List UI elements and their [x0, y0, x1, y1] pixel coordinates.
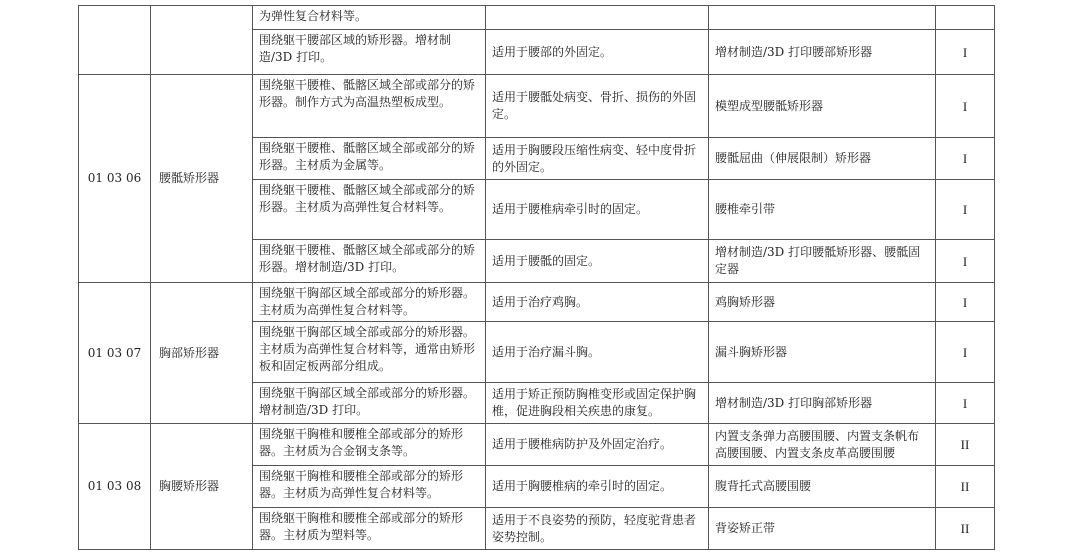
class-cell: I — [936, 180, 995, 240]
product-name-cell: 鸡胸矫形器 — [709, 283, 936, 322]
product-name-cell: 增材制造/3D 打印胸部矫形器 — [709, 383, 936, 424]
intended-use-cell: 适用于腰骶的固定。 — [486, 240, 709, 283]
description-cell: 围绕躯干腰椎、骶髂区域全部或部分的矫形器。增材制造/3D 打印。 — [253, 240, 486, 283]
product-name-cell: 漏斗胸矫形器 — [709, 322, 936, 383]
product-name-cell: 内置支条弹力高腰围腰、内置支条帆布高腰围腰、内置支条皮革高腰围腰 — [709, 424, 936, 466]
class-cell: I — [936, 75, 995, 138]
description-cell: 围绕躯干胸部区域全部或部分的矫形器。主材质为高弹性复合材料等，通常由矫形板和固定板两部分组成。 — [253, 322, 486, 383]
intended-use-cell: 适用于腰椎病牵引时的固定。 — [486, 180, 709, 240]
class-cell: II — [936, 424, 995, 466]
description-cell: 围绕躯干腰椎、骶髂区域全部或部分的矫形器。主材质为高弹性复合材料等。 — [253, 180, 486, 240]
description-cell: 围绕躯干胸椎和腰椎全部或部分的矫形器。主材质为塑料等。 — [253, 508, 486, 550]
intended-use-cell: 适用于治疗鸡胸。 — [486, 283, 709, 322]
intended-use-cell: 适用于腰部的外固定。 — [486, 30, 709, 75]
category-cell: 胸部矫形器 — [151, 283, 253, 424]
table-row — [79, 424, 995, 466]
table-row — [79, 283, 995, 322]
product-name-cell: 腹背托式高腰围腰 — [709, 466, 936, 508]
intended-use-cell: 适用于治疗漏斗胸。 — [486, 322, 709, 383]
description-cell: 为弹性复合材料等。 — [253, 6, 486, 30]
intended-use-cell: 适用于矫正预防胸椎变形或固定保护胸椎，促进胸段相关疾患的康复。 — [486, 383, 709, 424]
table-row — [79, 75, 995, 138]
description-cell: 围绕躯干胸部区域全部或部分的矫形器。主材质为高弹性复合材料等。 — [253, 283, 486, 322]
category-cell — [151, 6, 253, 75]
intended-use-cell: 适用于胸腰椎病的牵引时的固定。 — [486, 466, 709, 508]
class-cell: I — [936, 240, 995, 283]
table-row — [79, 6, 995, 30]
intended-use-cell: 适用于不良姿势的预防，轻度驼背患者姿势控制。 — [486, 508, 709, 550]
code-cell — [79, 6, 151, 75]
description-cell: 围绕躯干胸椎和腰椎全部或部分的矫形器。主材质为高弹性复合材料等。 — [253, 466, 486, 508]
class-cell: I — [936, 322, 995, 383]
description-cell: 围绕躯干腰部区域的矫形器。增材制造/3D 打印。 — [253, 30, 486, 75]
category-cell: 腰骶矫形器 — [151, 75, 253, 283]
intended-use-cell — [486, 6, 709, 30]
description-cell: 围绕躯干胸椎和腰椎全部或部分的矫形器。主材质为合金钢支条等。 — [253, 424, 486, 466]
product-name-cell: 增材制造/3D 打印腰骶矫形器、腰骶固定器 — [709, 240, 936, 283]
code-cell: 01 03 06 — [79, 75, 151, 283]
description-cell: 围绕躯干腰椎、骶髂区域全部或部分的矫形器。主材质为金属等。 — [253, 138, 486, 180]
category-cell: 胸腰矫形器 — [151, 424, 253, 550]
description-cell: 围绕躯干腰椎、骶髂区域全部或部分的矫形器。制作方式为高温热塑板成型。 — [253, 75, 486, 138]
product-name-cell: 背姿矫正带 — [709, 508, 936, 550]
product-name-cell: 腰椎牵引带 — [709, 180, 936, 240]
product-name-cell: 腰骶屈曲（伸展限制）矫形器 — [709, 138, 936, 180]
code-cell: 01 03 07 — [79, 283, 151, 424]
classification-table — [78, 5, 995, 550]
product-name-cell — [709, 6, 936, 30]
intended-use-cell: 适用于腰椎病防护及外固定治疗。 — [486, 424, 709, 466]
product-name-cell: 增材制造/3D 打印腰部矫形器 — [709, 30, 936, 75]
description-cell: 围绕躯干胸部区域全部或部分的矫形器。增材制造/3D 打印。 — [253, 383, 486, 424]
class-cell: I — [936, 383, 995, 424]
code-cell: 01 03 08 — [79, 424, 151, 550]
intended-use-cell: 适用于胸腰段压缩性病变、轻中度骨折的外固定。 — [486, 138, 709, 180]
product-name-cell: 模塑成型腰骶矫形器 — [709, 75, 936, 138]
class-cell: I — [936, 30, 995, 75]
class-cell: I — [936, 283, 995, 322]
class-cell: II — [936, 466, 995, 508]
intended-use-cell: 适用于腰骶处病变、骨折、损伤的外固定。 — [486, 75, 709, 138]
class-cell — [936, 6, 995, 30]
class-cell: I — [936, 138, 995, 180]
class-cell: II — [936, 508, 995, 550]
